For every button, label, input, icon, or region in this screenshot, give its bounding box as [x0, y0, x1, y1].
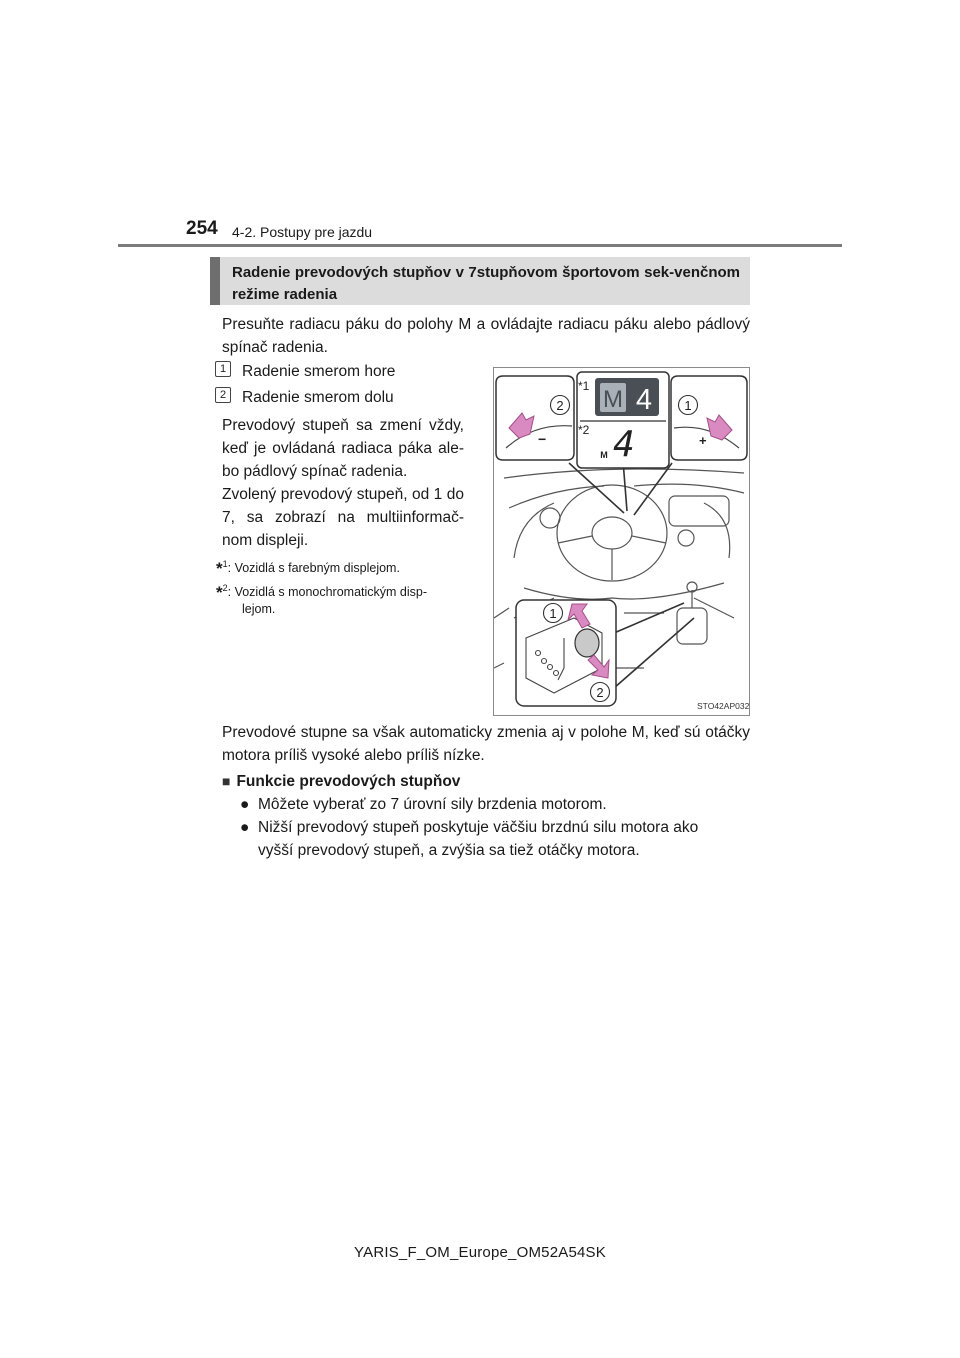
section-title: 4-2. Postupy pre jazdu — [232, 224, 373, 240]
right-paddle-callout — [671, 376, 747, 460]
illustration-svg — [494, 368, 749, 715]
shift-illustration — [493, 367, 750, 716]
functions-heading-text: Funkcie prevodových stupňov — [236, 773, 461, 790]
footnote-2 — [216, 580, 478, 618]
callout-2-upper-label: 2 — [556, 398, 564, 413]
bullet-dot-icon: ● — [240, 819, 250, 836]
note-gear-change: Prevodový stupeň sa zmení vždy, keď je ovládaná radiaca páka ale-bo pádlový spínač radenia. — [222, 417, 464, 480]
paddle-plus-label: + — [699, 433, 707, 448]
paddle-minus-label: − — [538, 431, 547, 447]
callout-1-lower-label: 1 — [549, 606, 557, 621]
mono-display-gear: 4 — [613, 424, 635, 465]
callout-1-upper-label: 1 — [684, 398, 692, 413]
intro-paragraph: Presuňte radiacu páku do polohy M a ovládajte radiacu páku alebo pádlový spínač radenia. — [222, 316, 750, 356]
bullet-dot-icon: ● — [240, 796, 250, 813]
display-star-1: *1 — [578, 379, 590, 393]
figure-code: STO42AP032 — [697, 701, 749, 711]
item-downshift: Radenie smerom dolu — [242, 389, 394, 406]
color-display-mode: M — [603, 386, 623, 413]
display-star-2: *2 — [578, 423, 590, 437]
page-number: 254 — [186, 218, 218, 239]
document-footer: YARIS_F_OM_Europe_OM52A54SK — [354, 1244, 606, 1261]
mono-display-mode: M — [600, 450, 608, 460]
item-marker-2: 2 — [215, 387, 231, 403]
item-upshift: Radenie smerom hore — [242, 363, 396, 380]
footnote-number: 1 — [222, 559, 228, 569]
note-gear-display: Zvolený prevodový stupeň, od 1 do 7, sa zobrazí na multiinformač-nom displeji. — [222, 486, 464, 549]
footnote-number: 2 — [222, 583, 228, 593]
topic-title: Radenie prevodových stupňov v 7stupňovom športovom sek-venčnom režime radenia — [232, 264, 740, 303]
footnote-1 — [216, 556, 400, 577]
header-divider — [118, 244, 842, 247]
function-bullet-1 — [240, 793, 750, 816]
topic-title-box — [210, 257, 750, 305]
footnote-star: * — [216, 559, 223, 579]
callout-2-lower-label: 2 — [596, 685, 604, 700]
footnote-text: : Vozidlá s farebným displejom. — [227, 561, 400, 576]
bullet-text-continued: vyšší prevodový stupeň, a zvýšia sa tiež otáčky motora. — [258, 842, 640, 859]
function-bullet-2 — [240, 816, 750, 862]
color-display-gear: 4 — [635, 384, 653, 416]
bullet-text: Môžete vyberať zo 7 úrovní sily brzdenia motorom. — [258, 796, 607, 813]
footnote-text: : Vozidlá s monochromatickým disp- — [227, 585, 428, 600]
item-marker-1: 1 — [215, 361, 231, 377]
heading-square-icon: ■ — [222, 773, 231, 789]
left-paddle-callout — [496, 376, 574, 460]
footnote-text-continued: lejom. — [242, 602, 276, 617]
auto-shift-note: Prevodové stupne sa však automaticky zmenia aj v polohe M, keď sú otáčky motora príliš vysoké alebo príliš nízke. — [222, 724, 750, 764]
shift-knob — [575, 629, 599, 657]
footnote-star: * — [216, 583, 223, 603]
bullet-text: Nižší prevodový stupeň poskytuje väčšiu brzdnú silu motora ako — [258, 819, 699, 836]
functions-heading — [222, 770, 460, 793]
